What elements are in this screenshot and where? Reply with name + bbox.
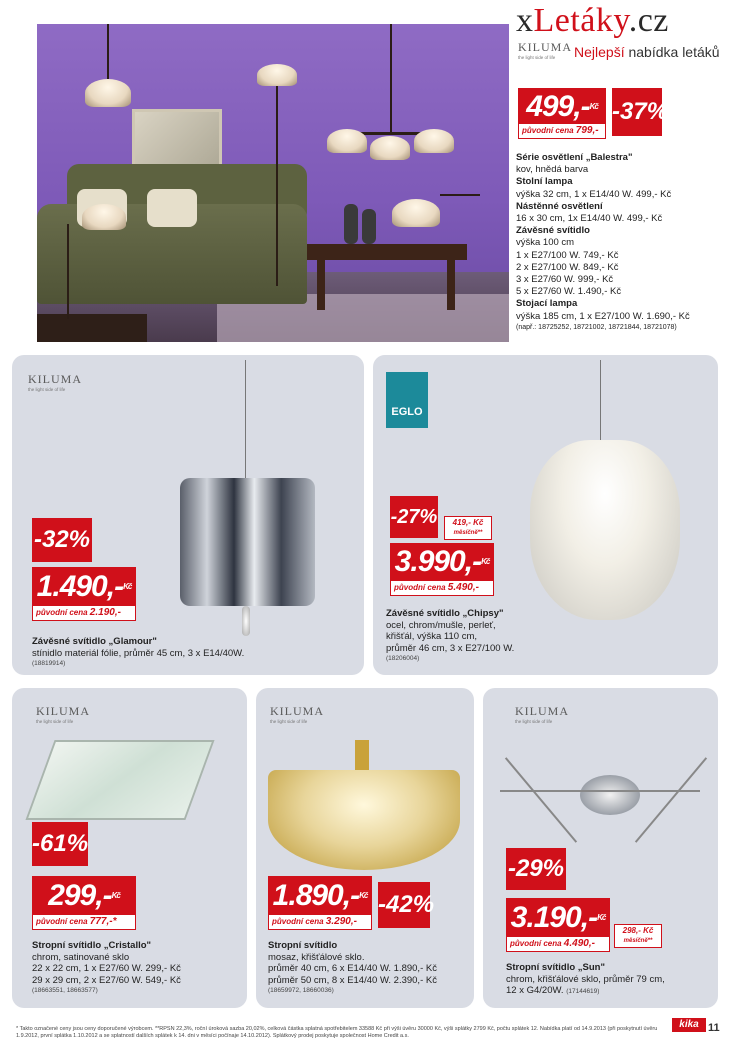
hero-spec-line: 3 x E27/60 W. 999,- Kč [516, 274, 614, 286]
hero-original-price: původní cena 799,- [518, 123, 606, 139]
wall-lamp-arm [440, 194, 480, 196]
candle-holder [344, 204, 358, 244]
sun-monthly-installment: 298,- Kč měsíčně** [614, 924, 662, 948]
coffee-table [307, 244, 467, 260]
table-lamp-stand [67, 224, 69, 319]
chandelier-cord [390, 24, 392, 134]
hero-spec-line: kov, hnědá barva [516, 164, 589, 176]
wall-lamp-shade [392, 199, 440, 227]
sun-arm [500, 790, 700, 792]
chipsy-discount-badge: -27% [390, 496, 438, 538]
site-tagline: Nejlepší nabídka letáků [574, 44, 720, 60]
sun-price-sticker: 3.190,-$^{Kč}$ [506, 898, 610, 938]
cristallo-description: Stropní svítidlo „Cristallo" chrom, satinované sklo 22 x 22 cm, 1 x E27/60 W. 299,- Kč 29 x 29 cm, 2 x E27/60 W. 549,- Kč (18663551, 18663577) [32, 940, 181, 994]
lamp-cord [107, 24, 109, 79]
pendant-cable [600, 360, 601, 440]
hero-spec-line: 5 x E27/60 W. 1.490,- Kč [516, 286, 622, 298]
hero-discount-badge: -37% [612, 88, 662, 136]
ceiling-mount [355, 740, 369, 770]
kiluma-logo: KILUMA the light side of life [28, 372, 82, 392]
chipsy-monthly-installment: 419,- Kč měsíčně** [444, 516, 492, 540]
table-lamp-shade [82, 204, 126, 230]
sun-lamp-image [580, 775, 640, 815]
chipsy-lamp-image [530, 440, 680, 620]
page-number: 11 [708, 1022, 720, 1034]
chandelier-shade [327, 129, 367, 153]
hero-product-codes: (např.: 18725252, 18721002, 18721844, 18721078) [516, 323, 677, 331]
stropni-original-price: původní cena 3.290,- [268, 914, 372, 930]
cristallo-original-price: původní cena 777,-* [32, 914, 136, 930]
hero-spec-line: výška 100 cm [516, 237, 575, 249]
cushion [147, 189, 197, 227]
hero-spec-heading: Série osvětlení „Balestra" [516, 152, 633, 163]
crystal-drop [242, 606, 250, 636]
stropni-discount-badge: -42% [378, 882, 430, 928]
glamour-lamp-image [180, 478, 315, 606]
table-leg [447, 260, 455, 310]
chandelier-shade [370, 136, 410, 160]
hero-description [516, 152, 730, 332]
hero-spec-line: výška 32 cm, 1 x E14/40 W. 499,- Kč [516, 188, 672, 200]
footer-disclaimer: * Takto označené ceny jsou ceny doporučené výrobcem. **RPSN 22,3%, roční úroková sazba 20,02%, celková částka splatná spotřebitelem 33588 Kč při výši úvěru 30000 Kč, výši splátky 2799 Kč, počtu splátek 12. Nabídka platí od 14.9.2013 (při poskytnutí úvěru 1.9.2012, první splátka 1.10.2012 a se splatností dalších splátek k 14. dni v měsíci počínaje 14.10.2012). Splátkový prodej poskytuje společnost Home Credit a.s. [16, 1026, 658, 1039]
hero-spec-line: 16 x 30 cm, 1x E14/40 W. 499,- Kč [516, 213, 663, 225]
kiluma-logo: KILUMA the light side of life [518, 40, 572, 60]
site-watermark: xLetáky.cz [516, 2, 669, 39]
glamour-original-price: původní cena 2.190,- [32, 605, 136, 621]
stropni-lamp-image [268, 770, 460, 870]
glamour-price-sticker: 1.490,-$^{Kč}$ [32, 567, 136, 607]
chandelier-shade [414, 129, 454, 153]
hero-price-sticker: 499,-$^{Kč}$ [518, 88, 606, 126]
hero-spec-heading: Závěsné svítidlo [516, 225, 590, 237]
hero-spec-heading: Nástěnné osvětlení [516, 200, 603, 212]
side-table [37, 314, 147, 342]
floor-lamp-shade [257, 64, 297, 86]
stropni-price-sticker: 1.890,-$^{Kč}$ [268, 876, 372, 916]
stropni-description: Stropní svítidlo mosaz, křišťálové sklo. průměr 40 cm, 6 x E14/40 W. 1.890,- Kč průměr 50 cm, 8 x E14/40 W. 2.390,- Kč (18659972, 18660036) [268, 940, 437, 994]
hero-spec-heading: Stolní lampa [516, 176, 573, 188]
pendant-shade [85, 79, 131, 107]
table-leg [317, 260, 325, 310]
kiluma-logo: KILUMA the light side of life [515, 704, 569, 724]
hero-spec-line: 2 x E27/100 W. 849,- Kč [516, 261, 619, 273]
chipsy-original-price: původní cena 5.490,- [390, 580, 494, 596]
hero-spec-heading: Stojací lampa [516, 298, 578, 310]
kika-logo: kika [672, 1018, 706, 1032]
hero-photo-livingroom [37, 24, 509, 342]
cristallo-lamp-image [25, 740, 214, 820]
glamour-description: Závěsné svítidlo „Glamour" stínidlo materiál fólie, průměr 45 cm, 3 x E14/40W. (18819914) [32, 636, 245, 667]
kiluma-logo: KILUMA the light side of life [270, 704, 324, 724]
eglo-logo: EGLO [386, 372, 428, 428]
cristallo-discount-badge: -61% [32, 822, 88, 866]
pendant-cable [245, 360, 246, 480]
hero-spec-line: 1 x E27/100 W. 749,- Kč [516, 249, 619, 261]
glamour-discount-badge: -32% [32, 518, 92, 562]
floor-lamp-stand [276, 86, 278, 286]
sun-description: Stropní svítidlo „Sun" chrom, křišťálové sklo, průměr 79 cm, 12 x G4/20W. (17144619) [506, 962, 665, 996]
sun-discount-badge: -29% [506, 848, 566, 890]
hero-spec-line: výška 185 cm, 1 x E27/100 W. 1.690,- Kč [516, 310, 690, 322]
kiluma-logo: KILUMA the light side of life [36, 704, 90, 724]
cristallo-price-sticker: 299,-$^{Kč}$ [32, 876, 136, 916]
chipsy-price-sticker: 3.990,-$^{Kč}$ [390, 543, 494, 581]
sun-original-price: původní cena 4.490,- [506, 936, 610, 952]
chipsy-description: Závěsné svítidlo „Chipsy" ocel, chrom/mušle, perleť, křišťál, výška 110 cm, průměr 46 cm, 3 x E27/100 W. (18206004) [386, 608, 515, 662]
candle-holder [362, 209, 376, 244]
